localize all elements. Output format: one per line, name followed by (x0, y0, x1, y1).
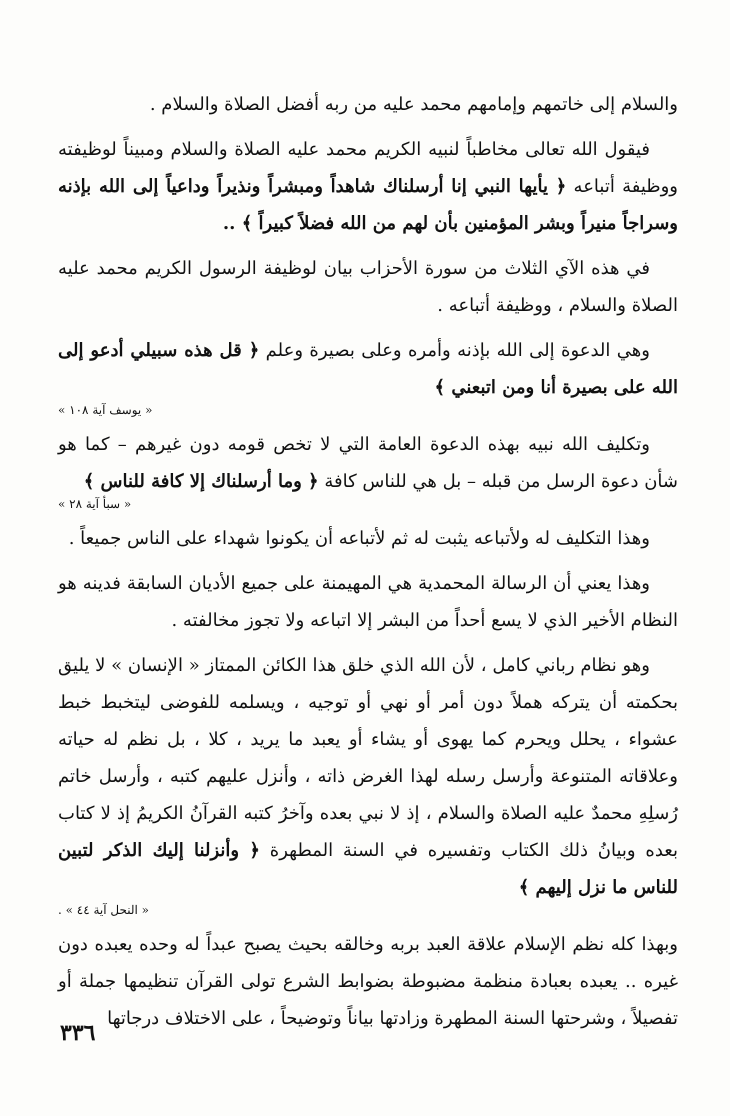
paragraph-4 (58, 332, 678, 418)
paragraph-7 (58, 565, 678, 639)
page-body (58, 86, 678, 1037)
verse-reference: « سبأ آية ٢٨ » (58, 497, 132, 511)
paragraph-5 (58, 426, 678, 512)
paragraph-1 (58, 86, 678, 123)
paragraph-2 (58, 131, 678, 242)
paragraph-6 (58, 520, 678, 557)
paragraph-text: وبهذا كله نظم الإسلام علاقة العبد بربه وخالقه بحيث يصبح عبداً له وحده يعبده دون غيره .. يعبده بعبادة منظمة مضبوطة بضوابط الشرع تولى القرآن تنظيمها جملة أو تفصيلاً ، وشرحتها السنة المطهرة وزادتها بياناً وتوضيحاً ، على الاختلاف درجاتها (58, 934, 678, 1029)
quran-quote: ﴿ وما أرسلناك إلا كافة للناس ﴾ (83, 471, 319, 492)
paragraph-text: والسلام إلى خاتمهم وإمامهم محمد عليه من ربه أفضل الصلاة والسلام . (149, 94, 678, 115)
paragraph-text: وهو نظام رباني كامل ، لأن الله الذي خلق هذا الكائن الممتاز « الإنسان » لا يليق بحكمته أن يتركه هملاً دون أمر أو نهي أو توجيه ، ويسلمه للفوضى ليتخبط خبط عشواء ، يحلل ويحرم كما يهوى أو يشاء أو يعبد ما يريد ، كلا ، بل نظم له حياته وعلاقاته المتنوعة وأرسل رسله لهذا الغرض ذاته ، وأنزل عليهم كتبه ، وأرسل خاتم رُسلِهِ محمدٌ عليه الصلاة والسلام ، إذ لا نبي بعده وآخرُ كتبه القرآنُ الكريمُ إذ لا كتاب بعده وبيانُ ذلك الكتاب وتفسيره في السنة المطهرة (58, 655, 679, 861)
quran-quote: ﴿ وأنزلنا إليك الذكر لتبين للناس ما نزل إليهم ﴾ (58, 840, 678, 898)
page-number: ٣٣٦ (60, 1020, 96, 1046)
paragraph-text: وهي الدعوة إلى الله بإذنه وأمره وعلى بصيرة وعلم (259, 340, 650, 361)
paragraph-text: في هذه الآي الثلاث من سورة الأحزاب بيان لوظيفة الرسول الكريم محمد عليه الصلاة والسلام ، ووظيفة أتباعه . (58, 258, 678, 316)
paragraph-3 (58, 250, 678, 324)
quran-quote: ﴿ قل هذه سبيلي أدعو إلى الله على بصيرة أنا ومن اتبعني ﴾ (58, 340, 678, 398)
verse-reference: « النحل آية ٤٤ » . (58, 903, 150, 917)
paragraph-text: وتكليف الله نبيه بهذه الدعوة العامة التي لا تخص قومه دون غيرهم – كما هو شأن دعوة الرسل من قبله – بل هي للناس كافة (58, 434, 678, 492)
verse-reference: « يوسف آية ١٠٨ » (58, 403, 153, 417)
paragraph-text: وهذا يعني أن الرسالة المحمدية هي المهيمنة على جميع الأديان السابقة فدينه هو النظام الأخير الذي لا يسع أحداً من البشر إلا اتباعه ولا تجوز مخالفته . (58, 573, 678, 631)
paragraph-8 (58, 647, 678, 918)
quran-quote: ﴿ يأيها النبي إنا أرسلناك شاهداً ومبشراً ونذيراً وداعياً إلى الله بإذنه وسراجاً منيراً وبشر المؤمنين بأن لهم من الله فضلاً كبيراً ﴾ .. (58, 176, 678, 234)
paragraph-9 (58, 926, 678, 1037)
paragraph-text: وهذا التكليف له ولأتباعه يثبت له ثم لأتباعه أن يكونوا شهداء على الناس جميعاً . (68, 528, 650, 549)
paragraph-text: فيقول الله تعالى مخاطباً لنبيه الكريم محمد عليه الصلاة والسلام ومبيناً لوظيفته ووظيفة أتباعه (58, 139, 678, 197)
